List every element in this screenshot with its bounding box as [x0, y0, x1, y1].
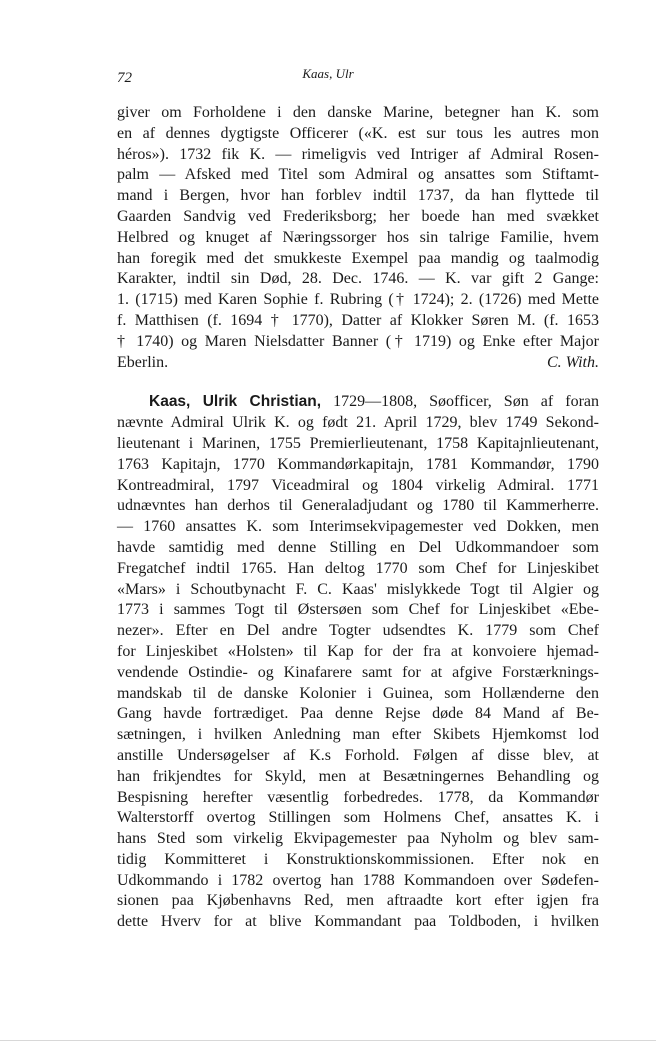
text-line: sionen paa Kjøbenhavns Red, men aftraadte kort efter igjen fra: [117, 892, 599, 910]
text-line: sætningen, i hvilken Anledning man efter Skibets Hjemkomst lod: [117, 726, 599, 744]
text-line: han foregik med det smukkeste Exempel paa mandig og taalmodig: [117, 249, 599, 267]
text-line: havde samtidig med denne Stilling en Del Udkommandoer som: [117, 538, 599, 556]
entry-headword: Kaas, Ulrik Christian,: [149, 393, 322, 411]
page-body: [117, 103, 599, 933]
text-line: Bespisning herefter væsentlig forbedredes. 1778, da Kommandør: [117, 788, 599, 806]
text-line: Kontreadmiral, 1797 Viceadmiral og 1804 virkelig Admiral. 1771: [117, 476, 599, 494]
text-line: nezer». Efter en Del andre Togter udsendtes K. 1779 som Chef: [117, 622, 599, 640]
text-line: Helbred og knuget af Næringssorger hos sin talrige Familie, hvem: [117, 228, 599, 246]
text-line: Fregatchef indtil 1765. Han deltog 1770 som Chef for Linjeskibet: [117, 559, 599, 577]
text-line: tidig Kommitteret i Konstruktionskommissionen. Efter nok en: [117, 850, 599, 868]
author-signature: C. With.: [546, 353, 599, 371]
text-line: nævnte Admiral Ulrik K. og født 21. April 1729, blev 1749 Sekond-: [117, 414, 599, 432]
text-line: han frikjendtes for Skyld, men at Besætningernes Behandling og: [117, 767, 599, 785]
page-number: 72: [117, 70, 132, 86]
entry-first-line-text: 1729—1808, Søofficer, Søn af foran: [333, 393, 600, 411]
text-line: hans Sted som virkelig Ekvipagemester paa Nyholm og blev sam-: [117, 830, 599, 848]
text-line: f. Matthisen (f. 1694 † 1770), Datter af Klokker Søren M. (f. 1653: [117, 311, 599, 329]
text-line: — 1760 ansattes K. som Interimsekvipagemester ved Dokken, men: [117, 518, 599, 536]
previous-entry: [117, 103, 599, 373]
text-line: Udkommando i 1782 overtog han 1788 Kommandoen over Sødefen-: [117, 871, 599, 889]
text-line: 1. (1715) med Karen Sophie f. Rubring († 1724); 2. (1726) med Mette: [117, 291, 599, 309]
text-line: Eberlin.: [117, 353, 169, 371]
page-edge-rule: [0, 1040, 656, 1041]
text-line: 1763 Kapitajn, 1770 Kommandørkapitajn, 1781 Kommandør, 1790: [117, 455, 599, 473]
text-line: Gang havde fortrædiget. Paa denne Rejse døde 84 Mand af Be-: [117, 705, 599, 723]
text-line: 1773 i sammes Togt til Østersøen som Chef for Linjeskibet «Ebe-: [117, 601, 599, 619]
text-line: dette Hverv for at blive Kommandant paa Toldboden, i hvilken: [117, 913, 599, 931]
text-line: udnævntes han derhos til Generaladjudant og 1780 til Kammerherre.: [117, 497, 599, 515]
text-line: Gaarden Sandvig ved Frederiksborg; her boede han med svækket: [117, 207, 599, 225]
biography-entry: [117, 392, 599, 933]
text-line: † 1740) og Maren Nielsdatter Banner († 1719) og Enke efter Major: [117, 332, 599, 350]
text-line: mand i Bergen, hvor han forblev indtil 1737, da han flyttede til: [117, 187, 599, 205]
running-head: Kaas, Ulr: [302, 66, 354, 81]
text-line: mandskab til de danske Kolonier i Guinea, som Hollænderne den: [117, 684, 599, 702]
text-line: palm — Afsked med Titel som Admiral og ansattes som Stiftamt-: [117, 166, 599, 184]
text-line: héros»). 1732 fik K. — rimeligvis ved Intriger af Admiral Rosen-: [117, 145, 599, 163]
text-line: en af dennes dygtigste Officerer («K. est sur tous les autres mon: [117, 124, 599, 142]
text-line: anstille Undersøgelser af K.s Forhold. Følgen af disse blev, at: [117, 746, 599, 764]
text-line: lieutenant i Marinen, 1755 Premierlieutenant, 1758 Kapitajnlieutenant,: [117, 434, 599, 452]
text-line: for Linjeskibet «Holsten» til Kap for der fra at konvoiere hjemad-: [117, 642, 599, 660]
text-line: Karakter, indtil sin Død, 28. Dec. 1746. — K. var gift 2 Gange:: [117, 270, 599, 288]
entry-first-line: [117, 392, 599, 413]
text-line: vendende Ostindie- og Kinafarere samt for at afgive Forstærknings-: [117, 663, 599, 681]
text-line: giver om Forholdene i den danske Marine, betegner han K. som: [117, 104, 599, 121]
text-line: Walterstorff overtog Stillingen som Holmens Chef, ansattes K. i: [117, 809, 599, 827]
text-line: «Mars» i Schoutbynacht F. C. Kaas' mislykkede Togt til Algier og: [117, 580, 599, 598]
